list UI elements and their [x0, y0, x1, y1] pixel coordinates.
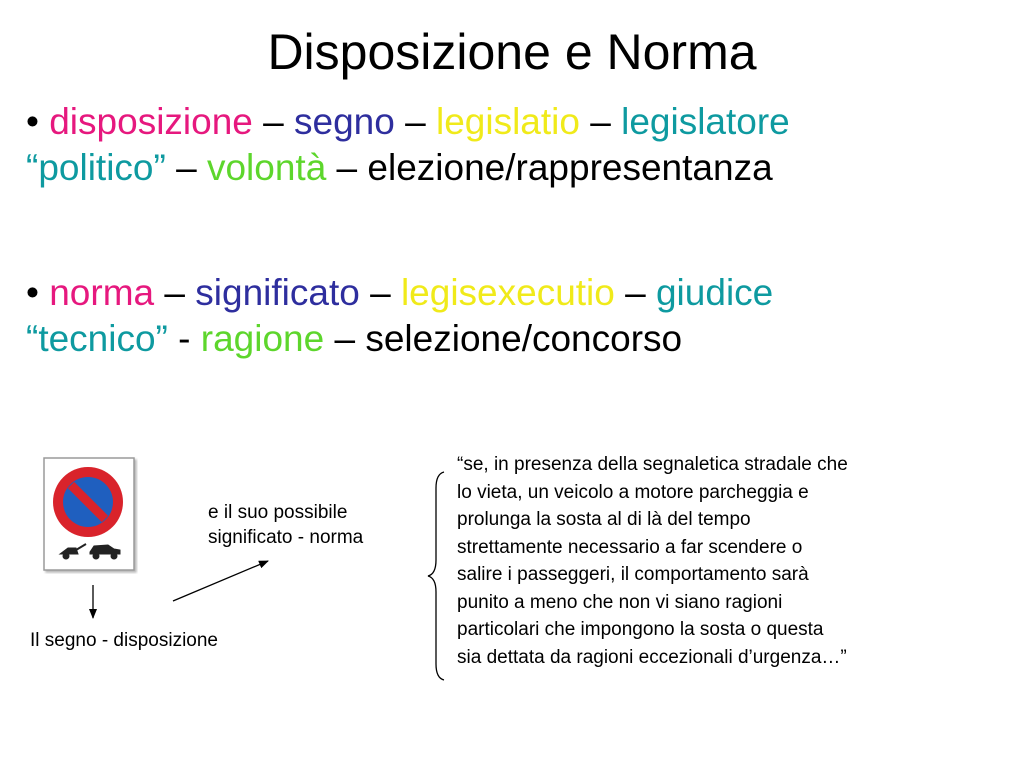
separator: –	[252, 101, 295, 142]
caption-segno-disposizione: Il segno - disposizione	[30, 630, 218, 651]
term-norma: norma	[49, 272, 155, 313]
bullet-marker: •	[26, 101, 50, 142]
term-significato: significato	[195, 272, 360, 313]
term-politico: “politico”	[26, 147, 166, 188]
slide-title: Disposizione e Norma	[267, 24, 757, 80]
term-legislatio: legislatio	[435, 101, 580, 142]
quote-line: particolari che impongono la sosta o questa	[457, 619, 824, 640]
separator: –	[326, 147, 368, 188]
term-giudice: giudice	[655, 272, 774, 313]
quote-line: prolunga la sosta al di là del tempo	[457, 509, 751, 530]
term-legisexecutio: legisexecutio	[400, 272, 615, 313]
quote-line: strettamente necessario a far scendere o	[457, 536, 803, 558]
separator: –	[324, 318, 366, 359]
separator: –	[359, 272, 401, 313]
quote-line: “se, in presenza della segnaletica stradale che	[457, 454, 848, 475]
term-volonta: volontà	[206, 147, 327, 188]
separator: –	[394, 101, 436, 142]
term-disposizione: disposizione	[49, 101, 253, 142]
separator: –	[154, 272, 196, 313]
quote-line: salire i passeggeri, il comportamento sarà	[457, 564, 809, 585]
separator: –	[579, 101, 622, 142]
caption-significato-line-1: e il suo possibile	[208, 502, 348, 523]
left-brace	[428, 472, 444, 680]
term-elezione-rappresentanza: elezione/rappresentanza	[367, 147, 773, 188]
arrow-to-significato	[173, 561, 268, 601]
separator: –	[165, 147, 207, 188]
term-legislatore: legislatore	[621, 101, 790, 142]
term-tecnico: “tecnico”	[26, 318, 168, 359]
legal-quote	[457, 451, 1002, 671]
caption-significato-norma	[208, 500, 363, 550]
quote-line: punito a meno che non vi siano ragioni	[457, 591, 783, 613]
separator: –	[614, 272, 656, 313]
term-segno: segno	[294, 101, 395, 142]
caption-significato-line-2: significato - norma	[208, 527, 364, 548]
separator: -	[167, 318, 201, 359]
quote-line: sia dettata da ragioni eccezionali d’urgenza…”	[457, 646, 847, 668]
term-selezione-concorso: selezione/concorso	[365, 318, 683, 359]
bullet-marker: •	[26, 272, 50, 313]
quote-line: lo vieta, un veicolo a motore parcheggia e	[457, 481, 809, 503]
term-ragione: ragione	[200, 318, 325, 359]
